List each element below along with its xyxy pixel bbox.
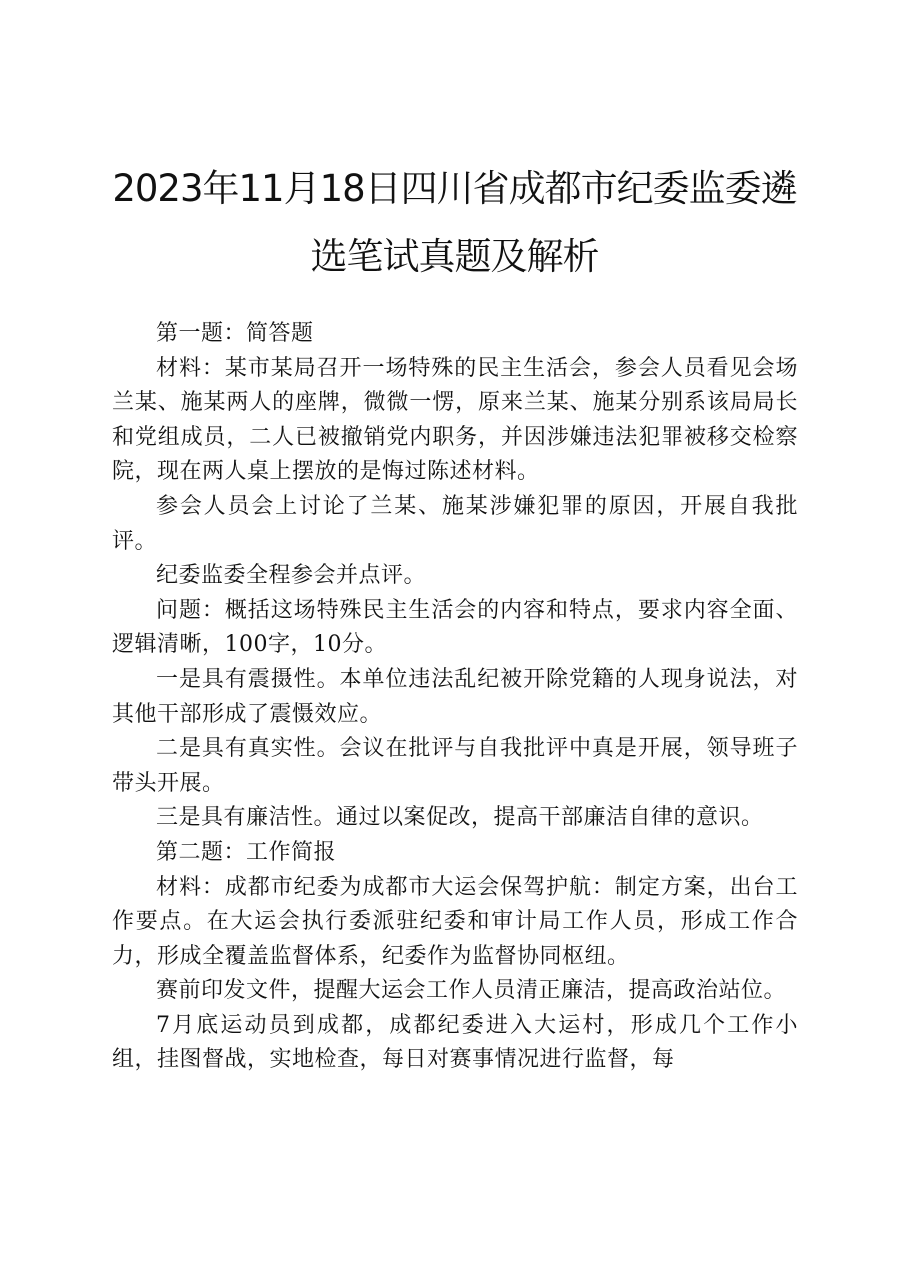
answer-point-3: 三是具有廉洁性。通过以案促改，提高干部廉洁自律的意识。 <box>156 805 764 831</box>
answer-point-1: 一是具有震摄性。本单位违法乱纪被开除党籍的人现身说法，对其他干部形成了震慑效应。 <box>112 666 798 727</box>
question-two-material-3: 7月底运动员到成都，成都纪委进入大运村，形成几个工作小组，挂图督战，实地检查，每日对赛事情况进行监督，每 <box>112 1012 798 1073</box>
document-body <box>112 317 798 1078</box>
question-one-material-2: 参会人员会上讨论了兰某、施某涉嫌犯罪的原因，开展自我批评。 <box>112 493 798 554</box>
question-one-material: 材料：某市某局召开一场特殊的民主生活会，参会人员看见会场兰某、施某两人的座牌，微微一愣，原来兰某、施某分别系该局局长和党组成员，二人已被撤销党内职务，并因涉嫌违法犯罪被移交检察院，现在两人桌上摆放的是悔过陈述材料。 <box>112 355 798 485</box>
answer-point-2: 二是具有真实性。会议在批评与自我批评中真是开展，领导班子带头开展。 <box>112 736 798 796</box>
question-one-heading: 第一题：简答题 <box>156 321 314 346</box>
document-title-line-2: 选笔试真题及解析 <box>310 235 599 278</box>
question-two-material-2: 赛前印发文件，提醒大运会工作人员清正廉洁，提高政治站位。 <box>156 978 787 1004</box>
question-one-prompt: 问题：概括这场特殊民主生活会的内容和特点，要求内容全面、逻辑清晰，100字，10分。 <box>112 597 798 658</box>
question-two-material: 材料：成都市纪委为成都市大运会保驾护航：制定方案，出台工作要点。在大运会执行委派驻纪委和审计局工作人员，形成工作合力，形成全覆盖监督体系，纪委作为监督协同枢纽。 <box>112 874 798 969</box>
question-two-heading: 第二题：工作简报 <box>156 839 337 865</box>
question-one-material-3: 纪委监委全程参会并点评。 <box>156 563 427 589</box>
document-title-line-1: 2023年11月18日四川省成都市纪委监委遴 <box>112 167 797 210</box>
